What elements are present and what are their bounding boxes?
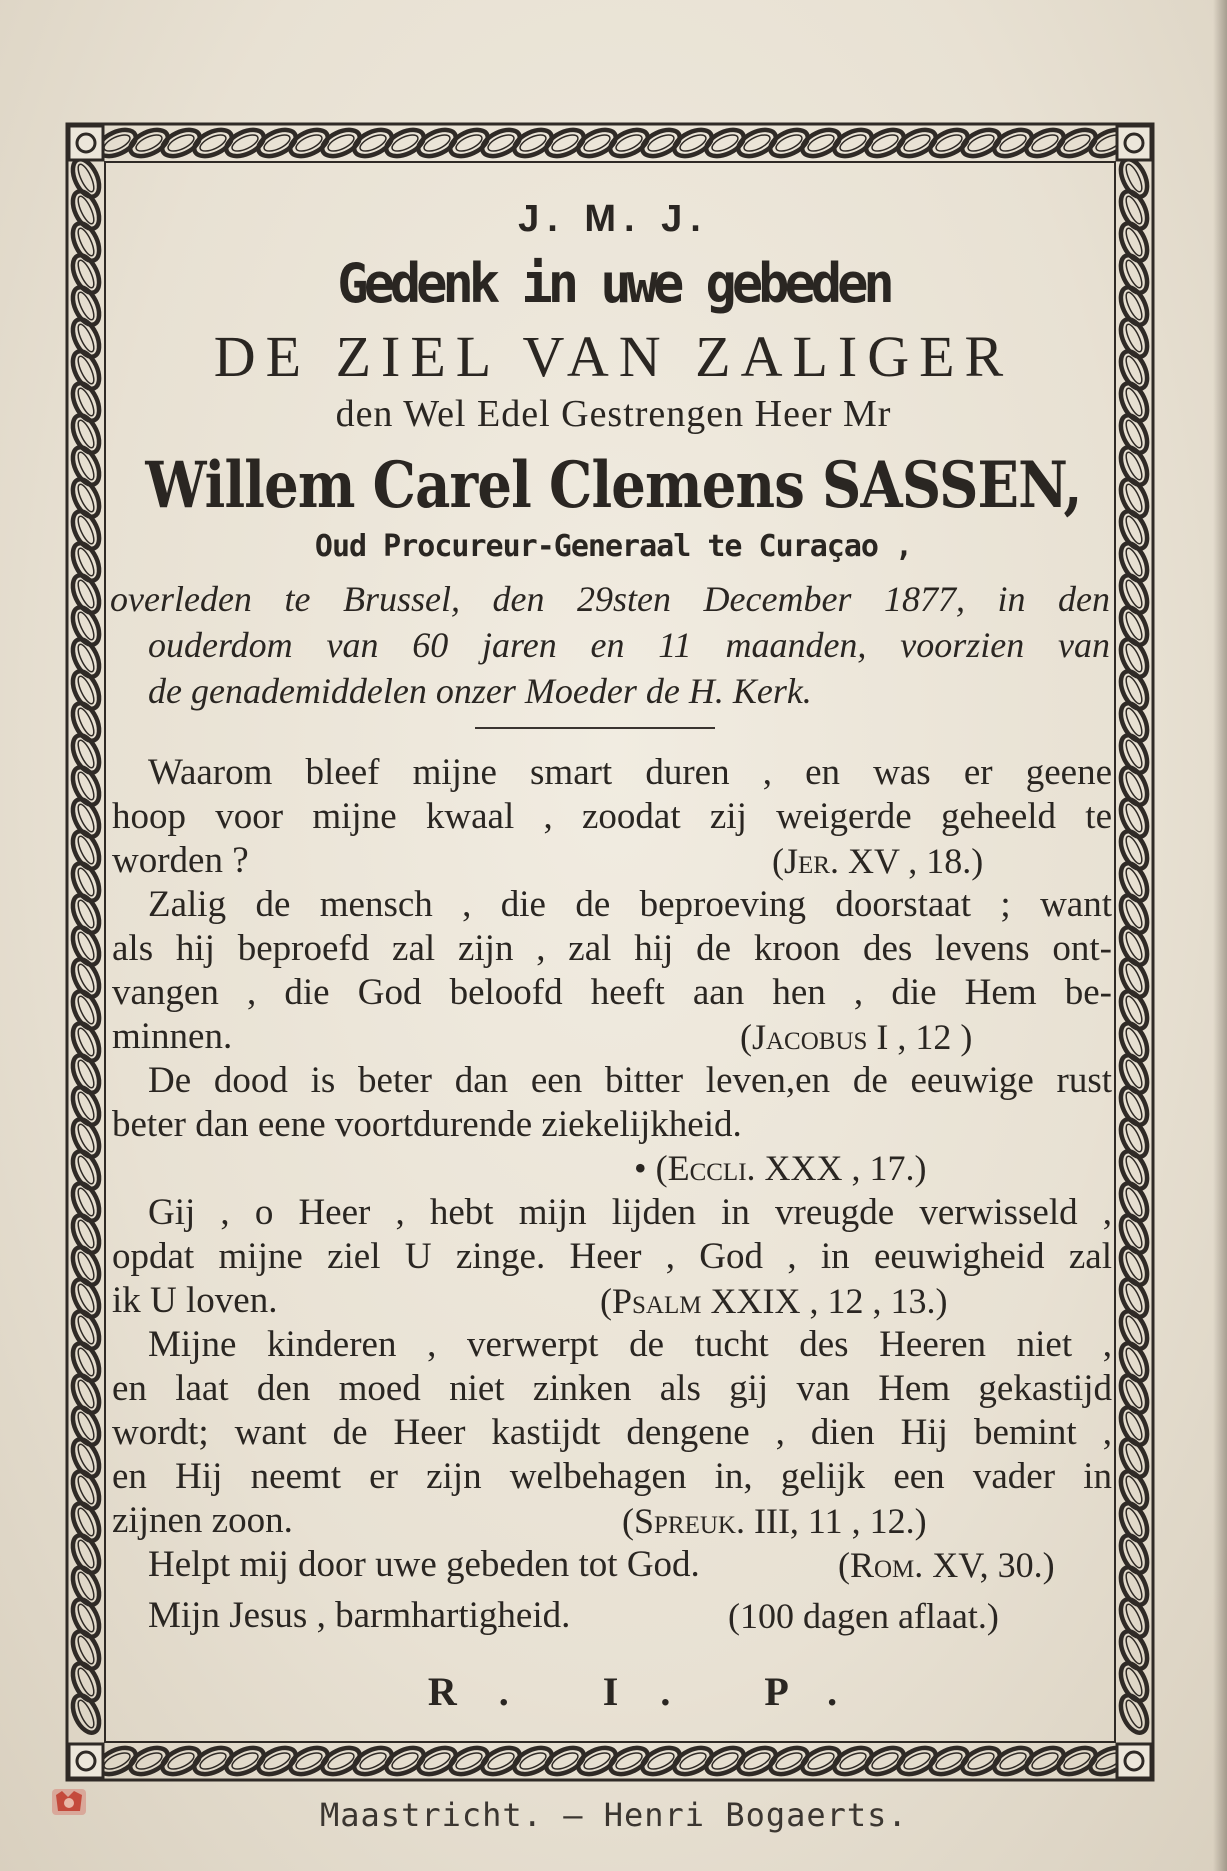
- verse-line: en laat den moed niet zinken als gij van Hem gekastijd: [112, 1368, 1112, 1409]
- verse-line: minnen.: [112, 1016, 233, 1057]
- death-notice-line-3: de genademiddelen onzer Moeder de H. Kerk.: [148, 671, 812, 711]
- death-notice-line-1: overleden te Brussel, den 29sten December 1877, in den: [110, 579, 1110, 619]
- verse-line: zijnen zoon.: [112, 1500, 293, 1541]
- verse-line: opdat mijne ziel U zinge. Heer , God , in eeuwigheid zal: [112, 1236, 1112, 1277]
- indulgence-note: (100 dagen aflaat.): [728, 1596, 999, 1636]
- verse-line: Gij , o Heer , hebt mijn lijden in vreugde verwisseld ,: [148, 1192, 1112, 1233]
- verse-reference: (Psalm XXIX , 12 , 13.): [600, 1281, 948, 1321]
- verse-reference: (Jer. XV , 18.): [772, 841, 984, 881]
- verse-reference: • (Eccli. XXX , 17.): [634, 1148, 927, 1188]
- office-line: Oud Procureur-Generaal te Curaçao ,: [314, 529, 913, 564]
- death-notice-line-2: ouderdom van 60 jaren en 11 maanden, voorzien van: [148, 625, 1110, 665]
- header-jmj: J. M. J.: [518, 198, 709, 240]
- verse-line: ik U loven.: [112, 1280, 278, 1321]
- collection-stamp-icon: [50, 1785, 88, 1819]
- verse-line: Waarom bleef mijne smart duren , en was er geene: [148, 752, 1112, 793]
- verse-reference: (Jacobus I , 12 ): [740, 1017, 973, 1057]
- verse-line: Mijne kinderen , verwerpt de tucht des Heeren niet ,: [148, 1324, 1112, 1365]
- verse-line: De dood is beter dan een bitter leven,en de eeuwige rust: [148, 1060, 1112, 1101]
- ejaculation-line: Mijn Jesus , barmhartigheid.: [148, 1595, 571, 1636]
- honorific-line: den Wel Edel Gestrengen Heer Mr: [335, 393, 892, 435]
- soul-line: DE ZIEL VAN ZALIGER: [213, 324, 1014, 389]
- verse-line: hoop voor mijne kwaal , zoodat zij weigerde geheeld te: [112, 796, 1112, 837]
- verse-line: wordt; want de Heer kastijdt dengene , dien Hij bemint ,: [112, 1412, 1112, 1453]
- prayer-reference: (Rom. XV, 30.): [838, 1545, 1055, 1585]
- divider-rule: [475, 727, 715, 729]
- prayer-line: Helpt mij door uwe gebeden tot God.: [148, 1544, 700, 1585]
- verse-reference: (Spreuk. III, 11 , 12.): [622, 1501, 927, 1541]
- invocation-heading: Gedenk in uwe gebeden: [337, 252, 890, 316]
- verse-line: vangen , die God beloofd heeft aan hen , die Hem be-: [112, 972, 1112, 1013]
- verse-line: beter dan eene voortdurende ziekelijkheid.: [112, 1104, 742, 1145]
- printer-credit: Maastricht. — Henri Bogaerts.: [320, 1796, 908, 1834]
- verse-line: Zalig de mensch , die de beproeving doorstaat ; want: [148, 884, 1112, 925]
- verse-line: en Hij neemt er zijn welbehagen in, gelijk een vader in: [112, 1456, 1112, 1497]
- closing-rip: R. I. P.: [427, 1669, 880, 1714]
- verse-line: als hij beproefd zal zijn , zal hij de kroon des levens ont-: [112, 928, 1112, 969]
- verse-line: worden ?: [112, 840, 249, 881]
- deceased-name: Willem Carel Clemens SASSEN,: [145, 448, 1082, 523]
